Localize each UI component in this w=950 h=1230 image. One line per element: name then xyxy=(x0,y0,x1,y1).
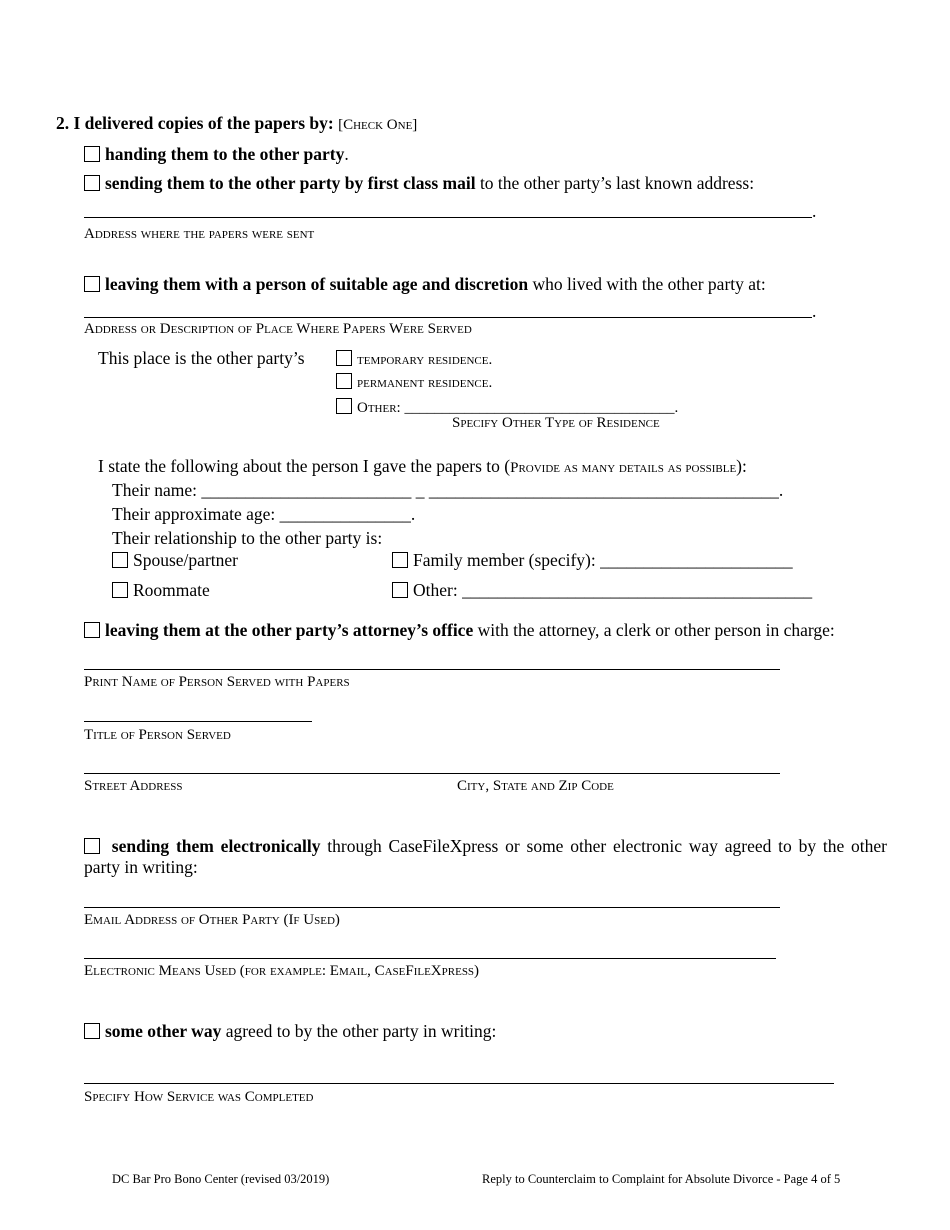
spouse-checkbox[interactable] xyxy=(112,552,128,568)
line-period: . xyxy=(812,201,817,221)
option-electronic-rest: through CaseFileXpress or some other electronic way agreed to by the other party in writing: xyxy=(84,836,887,877)
relationship-other xyxy=(392,580,812,601)
city-state-zip-label: City, State and Zip Code xyxy=(457,778,614,794)
email-label: Email Address of Other Party (If Used) xyxy=(84,912,340,928)
option-attorney xyxy=(84,620,835,641)
option-mail-rest: to the other party’s last known address: xyxy=(475,173,755,193)
hand-checkbox[interactable] xyxy=(84,146,100,162)
check-one-note: [Check One] xyxy=(338,117,418,133)
option-electronic xyxy=(84,836,887,878)
leave-address-line[interactable] xyxy=(84,317,812,318)
mail-address-line[interactable] xyxy=(84,217,812,218)
person-intro xyxy=(98,456,747,477)
email-line[interactable] xyxy=(84,907,780,908)
person-name-field[interactable]: Their name: ________________________ _ ________________________________________. xyxy=(112,480,784,500)
means-label: Electronic Means Used (for example: Email, CaseFileXpress) xyxy=(84,963,480,979)
person-intro-note: Provide as many details as possible xyxy=(510,460,737,476)
option-leave xyxy=(84,274,766,295)
mail-address-label: Address where the papers were sent xyxy=(84,226,315,242)
residence-temporary xyxy=(336,350,492,369)
relationship-roommate xyxy=(112,580,210,601)
residence-other-caption: Specify Other Type of Residence xyxy=(452,415,660,431)
section-title: I delivered copies of the papers by: xyxy=(73,113,334,133)
title-label: Title of Person Served xyxy=(84,727,231,743)
option-other-rest: agreed to by the other party in writing: xyxy=(221,1021,497,1041)
spouse-label: Spouse/partner xyxy=(133,550,238,570)
person-intro-text: I state the following about the person I gave the papers to ( xyxy=(98,456,511,476)
other-way-checkbox[interactable] xyxy=(84,1023,100,1039)
line-period: . xyxy=(812,301,817,321)
residence-other-label: Other: ____________________________________. xyxy=(357,400,679,416)
residence-other-checkbox[interactable] xyxy=(336,398,352,414)
option-attorney-rest: with the attorney, a clerk or other person in charge: xyxy=(473,620,835,640)
street-city-line[interactable] xyxy=(84,773,780,774)
option-other-bold: some other way xyxy=(105,1021,222,1041)
roommate-label: Roommate xyxy=(133,580,210,600)
residence-other xyxy=(336,396,678,417)
residence-intro: This place is the other party’s xyxy=(98,348,305,368)
residence-permanent xyxy=(336,373,492,392)
attorney-checkbox[interactable] xyxy=(84,622,100,638)
temporary-checkbox[interactable] xyxy=(336,350,352,366)
print-name-line[interactable] xyxy=(84,669,780,670)
section-heading xyxy=(56,113,417,134)
person-relationship-label: Their relationship to the other party is: xyxy=(112,528,383,548)
option-mail-bold: sending them to the other party by first class mail xyxy=(105,173,476,193)
roommate-checkbox[interactable] xyxy=(112,582,128,598)
leave-address-label: Address or Description of Place Where Papers Were Served xyxy=(84,321,472,337)
option-hand-bold: handing them to the other party xyxy=(105,144,345,164)
print-name-label: Print Name of Person Served with Papers xyxy=(84,674,350,690)
option-hand-rest: . xyxy=(344,144,349,164)
relationship-family xyxy=(392,550,793,571)
relationship-other-checkbox[interactable] xyxy=(392,582,408,598)
option-hand xyxy=(84,144,349,165)
relationship-other-label: Other: ________________________________________ xyxy=(413,580,813,600)
means-line[interactable] xyxy=(84,958,776,959)
electronic-checkbox[interactable] xyxy=(84,838,100,854)
permanent-checkbox[interactable] xyxy=(336,373,352,389)
family-label: Family member (specify): ______________________ xyxy=(413,550,793,570)
person-age-field[interactable]: Their approximate age: _______________. xyxy=(112,504,416,524)
title-line[interactable] xyxy=(84,721,312,722)
family-checkbox[interactable] xyxy=(392,552,408,568)
leave-checkbox[interactable] xyxy=(84,276,100,292)
option-leave-rest: who lived with the other party at: xyxy=(528,274,766,294)
option-electronic-bold: sending them electronically xyxy=(111,836,321,856)
other-way-label: Specify How Service was Completed xyxy=(84,1089,314,1105)
other-way-line[interactable] xyxy=(84,1083,834,1084)
mail-checkbox[interactable] xyxy=(84,175,100,191)
street-label: Street Address xyxy=(84,778,183,794)
person-intro-end: ): xyxy=(736,456,747,476)
footer-left: DC Bar Pro Bono Center (revised 03/2019) xyxy=(112,1172,330,1186)
option-other-way xyxy=(84,1021,496,1042)
option-mail xyxy=(84,173,754,194)
temporary-label: temporary residence. xyxy=(357,352,493,368)
option-attorney-bold: leaving them at the other party’s attorney’s office xyxy=(105,620,474,640)
footer-right: Reply to Counterclaim to Complaint for Absolute Divorce - Page 4 of 5 xyxy=(482,1172,841,1186)
relationship-spouse xyxy=(112,550,238,571)
section-number: 2. xyxy=(56,113,70,133)
permanent-label: permanent residence. xyxy=(357,375,493,391)
option-leave-bold: leaving them with a person of suitable age and discretion xyxy=(105,274,529,294)
